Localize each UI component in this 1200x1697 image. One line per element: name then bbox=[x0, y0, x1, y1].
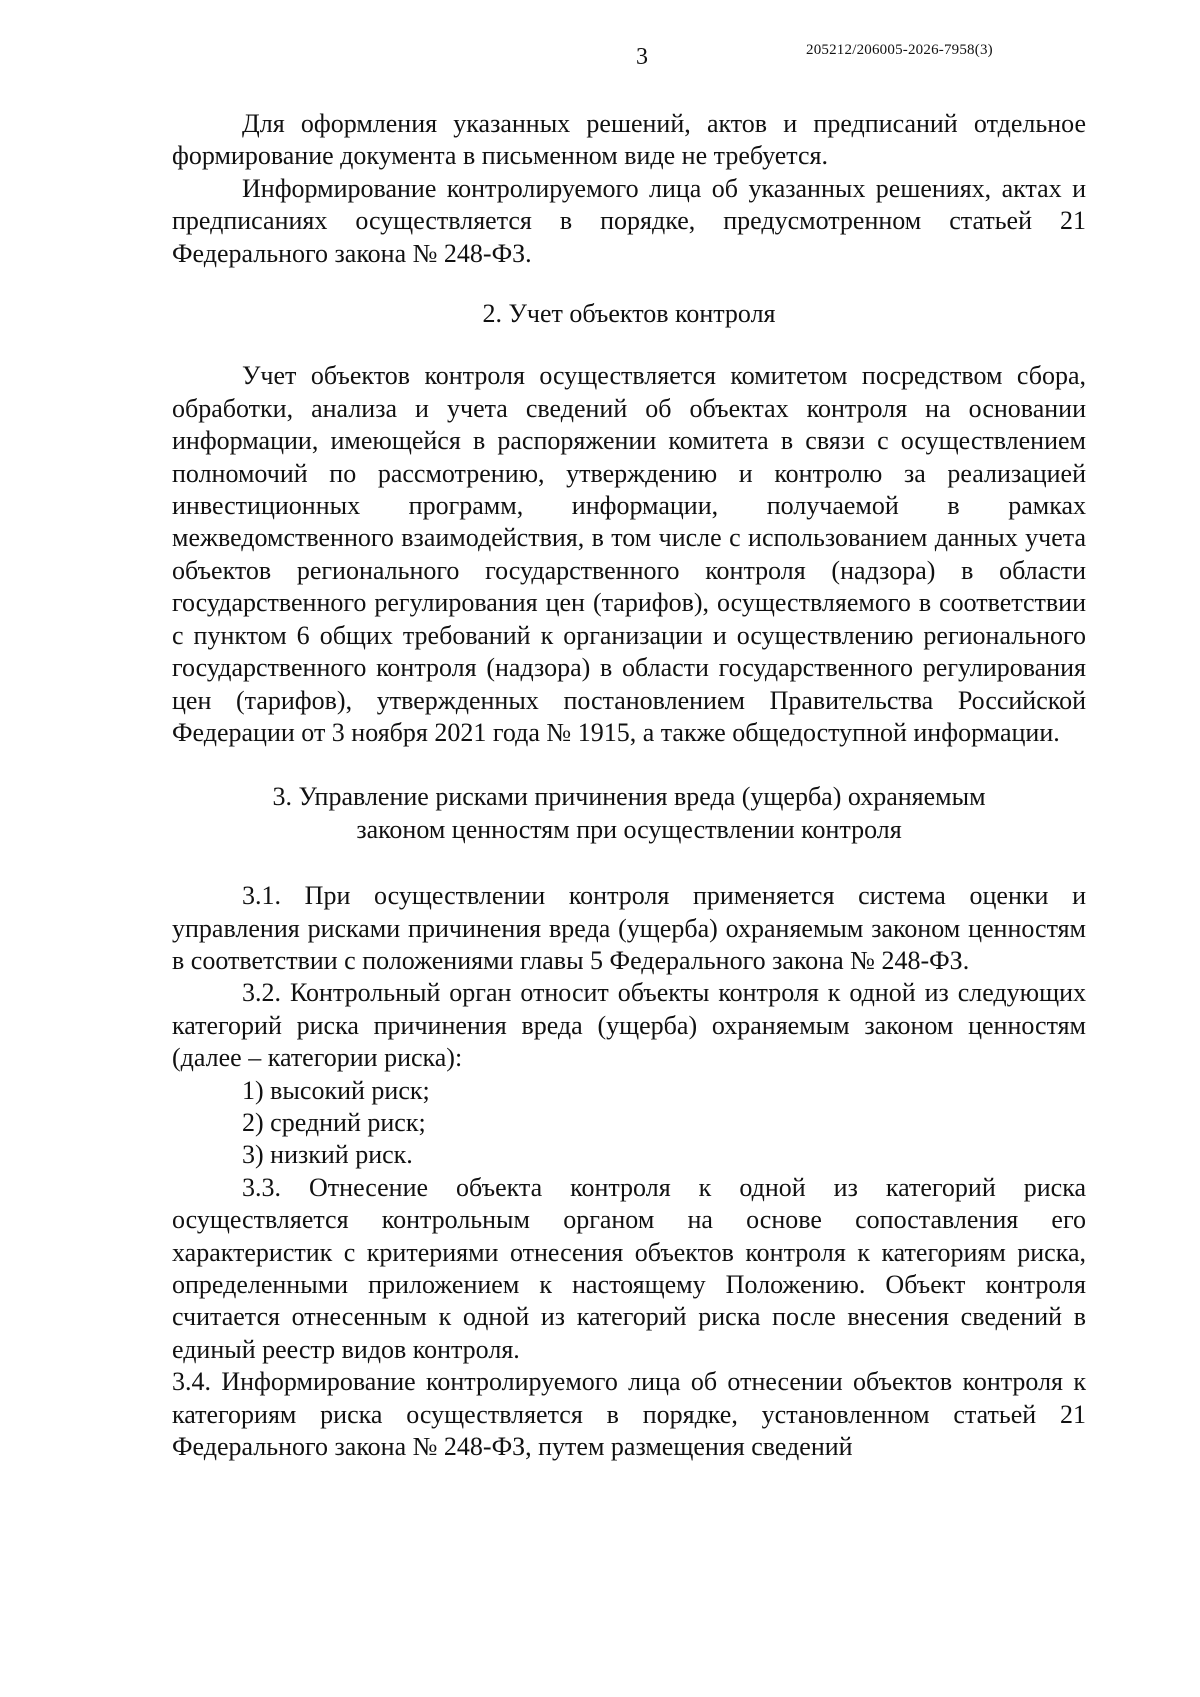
page-number: 3 bbox=[636, 44, 648, 70]
paragraph: Информирование контролируемого лица об указанных решениях, актах и предписаниях осуществляется в порядке, предусмотренном статьей 21 Федерального закона № 248-ФЗ. bbox=[172, 173, 1086, 268]
paragraph: 3.1. При осуществлении контроля применяется система оценки и управления рисками причинения вреда (ущерба) охраняемым законом ценностям в соответствии с положениями главы 5 Федерального закона № 248-ФЗ. bbox=[172, 881, 1086, 975]
section-heading-3-line2: законом ценностям при осуществлении контроля bbox=[356, 814, 902, 844]
list-item: 3) низкий риск. bbox=[242, 1140, 413, 1170]
list-item: 2) средний риск; bbox=[242, 1107, 426, 1137]
paragraph: 3.2. Контрольный орган относит объекты контроля к одной из следующих категорий риска причинения вреда (ущерба) охраняемым законом ценностям (далее – категории риска): bbox=[172, 978, 1086, 1073]
section-heading-2: 2. Учет объектов контроля bbox=[482, 299, 776, 329]
paragraph: 3.4. Информирование контролируемого лица об отнесении объектов контроля к категориям риска осуществляется в порядке, установленном статьей 21 Федерального закона № 248-ФЗ, путем размещения сведений bbox=[172, 1367, 1086, 1462]
document-code: 205212/206005-2026-7958(3) bbox=[806, 42, 993, 58]
paragraph: 3.3. Отнесение объекта контроля к одной из категорий риска осуществляется контрольным органом на основе сопоставления его характеристик с критериями отнесения объектов контроля к категориям риска, определенными приложением к настоящему Положению. Объект контроля считается отнесенным к одной из категорий риска после внесения сведений в единый реестр видов контроля. bbox=[172, 1172, 1086, 1364]
list-item: 1) высокий риск; bbox=[242, 1075, 430, 1105]
section-heading-3-line1: 3. Управление рисками причинения вреда (ущерба) охраняемым bbox=[272, 782, 986, 812]
document-body bbox=[172, 108, 1086, 1463]
paragraph: Учет объектов контроля осуществляется комитетом посредством сбора, обработки, анализа и учета сведений об объектах контроля на основании информации, имеющейся в распоряжении комитета в связи с осуществлением полномочий по рассмотрению, утверждению и контролю за реализацией инвестиционных программ, информации, получаемой в рамках межведомственного взаимодействия, в том числе с использованием данных учета объектов регионального государственного контроля (надзора) в области государственного регулирования цен (тарифов), осуществляемого в соответствии с пунктом 6 общих требований к организации и осуществлению регионального государственного контроля (надзора) в области государственного регулирования цен (тарифов), утвержденных постановлением Правительства Российской Федерации от 3 ноября 2021 года № 1915, а также общедоступной информации. bbox=[172, 361, 1086, 747]
section-heading-3 bbox=[172, 781, 1086, 846]
paragraph: Для оформления указанных решений, актов и предписаний отдельное формирование документа в письменном виде не требуется. bbox=[172, 109, 1086, 171]
